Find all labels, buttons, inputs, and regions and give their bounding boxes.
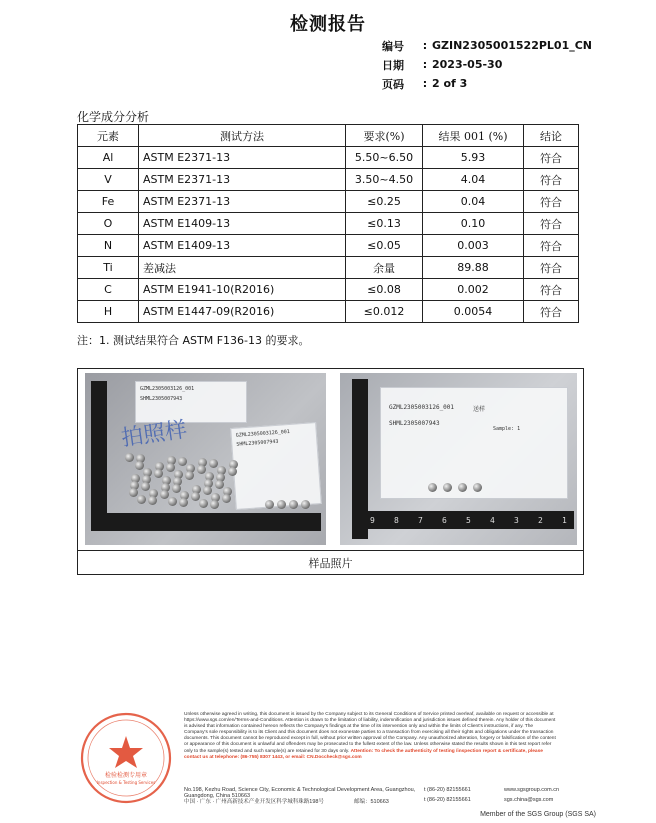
pellet — [125, 453, 134, 462]
cell-requirement: ≤0.05 — [346, 235, 423, 257]
pellet — [265, 500, 274, 509]
ruler-number: 5 — [466, 516, 471, 525]
report-number-row — [382, 36, 592, 55]
ruler-number: 7 — [418, 516, 423, 525]
bag-code: GZML2305003126_001 — [140, 386, 195, 392]
cell-conclusion: 符合 — [524, 147, 579, 169]
ruler-number: 6 — [442, 516, 447, 525]
postcode-cn: 邮编：510663 — [354, 799, 389, 805]
pellet — [428, 483, 437, 492]
cell-conclusion: 符合 — [524, 213, 579, 235]
ruler-horizontal — [91, 513, 321, 531]
pellet — [473, 483, 482, 492]
cell-requirement: 3.50~4.50 — [346, 169, 423, 191]
cell-element: H — [78, 301, 139, 323]
cell-element: C — [78, 279, 139, 301]
meta-colon: : — [422, 58, 428, 71]
email-link[interactable]: sgs.china@sgs.com — [504, 797, 554, 803]
sample-bag-2 — [230, 422, 322, 510]
report-date-row — [382, 55, 592, 74]
bag-code: GZML2305003126_001 — [235, 428, 291, 439]
ruler-number: 3 — [514, 516, 519, 525]
col-header-element: 元素 — [78, 125, 139, 147]
handwritten-label: 拍照样 — [119, 417, 189, 452]
cell-result: 0.04 — [423, 191, 524, 213]
pellet — [178, 457, 187, 466]
address-en: No.198, Kezhu Road, Science City, Economic & Technological Development Area, Guangzhou, Guangdong, China 510663 — [184, 787, 416, 799]
table-row — [78, 235, 579, 257]
cell-element: V — [78, 169, 139, 191]
col-header-conclusion: 结论 — [524, 125, 579, 147]
terms-text: Unless otherwise agreed in writing, this document is issued by the Company subject to its General Conditions of Service printed overleaf, available on request or accessible at https://www.sgs.com/en/Terms-and-Conditions. Attention is drawn to the limitation of liability, indemnification and jurisdiction issues defined therein. Any holder of this document is advised that information contained hereon reflects the Company's findings at the time of its intervention only and within the limits of Client's instructions, if any. The Company's sole responsibility is to its Client and this document does not exonerate parties to a transaction from exercising all their rights and obligations under the transaction documents. This document cannot be reproduced except in full, without prior written approval of the Company. Any unauthorized alteration, forgery or falsification of the content or appearance of this document is unlawful and offenders may be prosecuted to the fullest extent of the law. Unless otherwise stated the results shown in this test report refer only to the sample(s) tested and such sample(s) are retained for 30 days only. — [184, 712, 556, 754]
cell-result: 0.002 — [423, 279, 524, 301]
pellet — [191, 492, 200, 501]
cell-result: 0.0054 — [423, 301, 524, 323]
attention-text: Attention: To check the authenticity of testing /inspection report & certificate, please contact us at telephone: (86-755) 8307 1443, or email: CN.Doccheck@sgs.com — [184, 748, 543, 760]
pellet — [137, 495, 146, 504]
col-header-requirement: 要求(%) — [346, 125, 423, 147]
cell-element: Ti — [78, 257, 139, 279]
ruler-vertical — [91, 381, 107, 531]
address-cn: 中国 · 广东 · 广州高新技术产业开发区科学城科珠路198号 — [184, 799, 324, 805]
bag-sample: SHML2305007943 — [236, 438, 279, 448]
seal-sub: Inspection & Testing Services — [96, 780, 156, 785]
table-row — [78, 169, 579, 191]
page-number-row — [382, 74, 592, 93]
address-row-cn — [184, 797, 553, 805]
cell-conclusion: 符合 — [524, 235, 579, 257]
cell-requirement: 5.50~6.50 — [346, 147, 423, 169]
pellet — [215, 480, 224, 489]
bag-sample: SHML2305007943 — [140, 396, 183, 402]
col-header-result: 结果 001 (%) — [423, 125, 524, 147]
cell-result: 5.93 — [423, 147, 524, 169]
report-number: GZIN2305001522PL01_CN — [432, 39, 592, 52]
pellet — [277, 500, 286, 509]
pellet — [210, 500, 219, 509]
cell-conclusion: 符合 — [524, 169, 579, 191]
pellet — [160, 490, 169, 499]
pellet — [135, 461, 144, 470]
col-header-method: 测试方法 — [139, 125, 346, 147]
pellet — [154, 469, 163, 478]
meta-label: 编号 — [382, 39, 404, 53]
sample-photos — [77, 368, 584, 575]
cell-method: ASTM E1447-09(R2016) — [139, 301, 346, 323]
sample-photo-1 — [85, 373, 326, 545]
table-row — [78, 191, 579, 213]
pellet — [168, 497, 177, 506]
cell-method: ASTM E2371-13 — [139, 169, 346, 191]
meta-colon: : — [422, 77, 428, 90]
ruler-number: 8 — [394, 516, 399, 525]
tel-2: t (86-20) 82155661 — [424, 797, 471, 803]
ruler-number: 2 — [538, 516, 543, 525]
cell-method: ASTM E1409-13 — [139, 213, 346, 235]
section-title: 化学成分分析 — [77, 110, 150, 124]
cell-method: ASTM E2371-13 — [139, 191, 346, 213]
ruler-number: 9 — [370, 516, 375, 525]
pellet — [199, 499, 208, 508]
sample-photo-2 — [340, 373, 577, 545]
cell-element: O — [78, 213, 139, 235]
pellet — [185, 471, 194, 480]
ruler-number: 4 — [490, 516, 495, 525]
composition-table — [77, 124, 579, 323]
footer-terms — [184, 712, 556, 761]
sample-bag — [380, 387, 568, 499]
table-row — [78, 257, 579, 279]
pellet — [222, 494, 231, 503]
cell-conclusion: 符合 — [524, 279, 579, 301]
seal-text: 检验检测专用章 — [104, 772, 148, 779]
cell-result: 4.04 — [423, 169, 524, 191]
cell-method: ASTM E1409-13 — [139, 235, 346, 257]
table-row — [78, 147, 579, 169]
pellet — [228, 467, 237, 476]
cell-element: Fe — [78, 191, 139, 213]
ruler-horizontal — [352, 511, 574, 529]
pellet — [172, 484, 181, 493]
pellet — [148, 496, 157, 505]
seal-star-icon — [109, 736, 143, 768]
pellet — [203, 486, 212, 495]
cell-element: N — [78, 235, 139, 257]
company-seal — [76, 706, 194, 816]
page-number: 2 of 3 — [432, 77, 468, 90]
website-link[interactable]: www.sgsgroup.com.cn — [504, 787, 560, 793]
cell-result: 0.003 — [423, 235, 524, 257]
note: 注：1. 测试结果符合 ASTM F136-13 的要求。 — [77, 334, 310, 347]
cell-conclusion: 符合 — [524, 257, 579, 279]
bag-tag: 送样 — [473, 406, 486, 413]
pellet — [129, 488, 138, 497]
table-row — [78, 301, 579, 323]
meta-label: 日期 — [382, 58, 404, 72]
cell-method: 差减法 — [139, 257, 346, 279]
bag-code: GZML2305003126_001 — [389, 404, 455, 411]
cell-element: Al — [78, 147, 139, 169]
cell-result: 0.10 — [423, 213, 524, 235]
cell-method: ASTM E2371-13 — [139, 147, 346, 169]
cell-conclusion: 符合 — [524, 301, 579, 323]
ruler-number: 1 — [562, 516, 567, 525]
cell-requirement: ≤0.08 — [346, 279, 423, 301]
pellet — [179, 498, 188, 507]
cell-requirement: 余量 — [346, 257, 423, 279]
bag-sample: SHML2305007943 — [389, 420, 440, 427]
pellet — [141, 482, 150, 491]
report-meta — [382, 36, 592, 93]
meta-colon: : — [422, 39, 428, 52]
pellet — [301, 500, 310, 509]
page-title: 检测报告 — [290, 14, 366, 35]
table-header-row — [78, 125, 579, 147]
pellet — [197, 465, 206, 474]
pellet — [443, 483, 452, 492]
cell-requirement: ≤0.25 — [346, 191, 423, 213]
pellet — [289, 500, 298, 509]
pellet — [166, 463, 175, 472]
table-row — [78, 213, 579, 235]
photo-caption: 样品照片 — [78, 550, 583, 574]
cell-method: ASTM E1941-10(R2016) — [139, 279, 346, 301]
report-date: 2023-05-30 — [432, 58, 503, 71]
cell-conclusion: 符合 — [524, 191, 579, 213]
table-row — [78, 279, 579, 301]
cell-result: 89.88 — [423, 257, 524, 279]
cell-requirement: ≤0.13 — [346, 213, 423, 235]
pellet — [209, 459, 218, 468]
meta-label: 页码 — [382, 77, 404, 91]
cell-requirement: ≤0.012 — [346, 301, 423, 323]
pellet — [458, 483, 467, 492]
member-line: Member of the SGS Group (SGS SA) — [480, 811, 596, 818]
bag-sample-no: Sample: 1 — [493, 426, 521, 432]
tel-1: t (86-20) 82155661 — [424, 787, 471, 793]
